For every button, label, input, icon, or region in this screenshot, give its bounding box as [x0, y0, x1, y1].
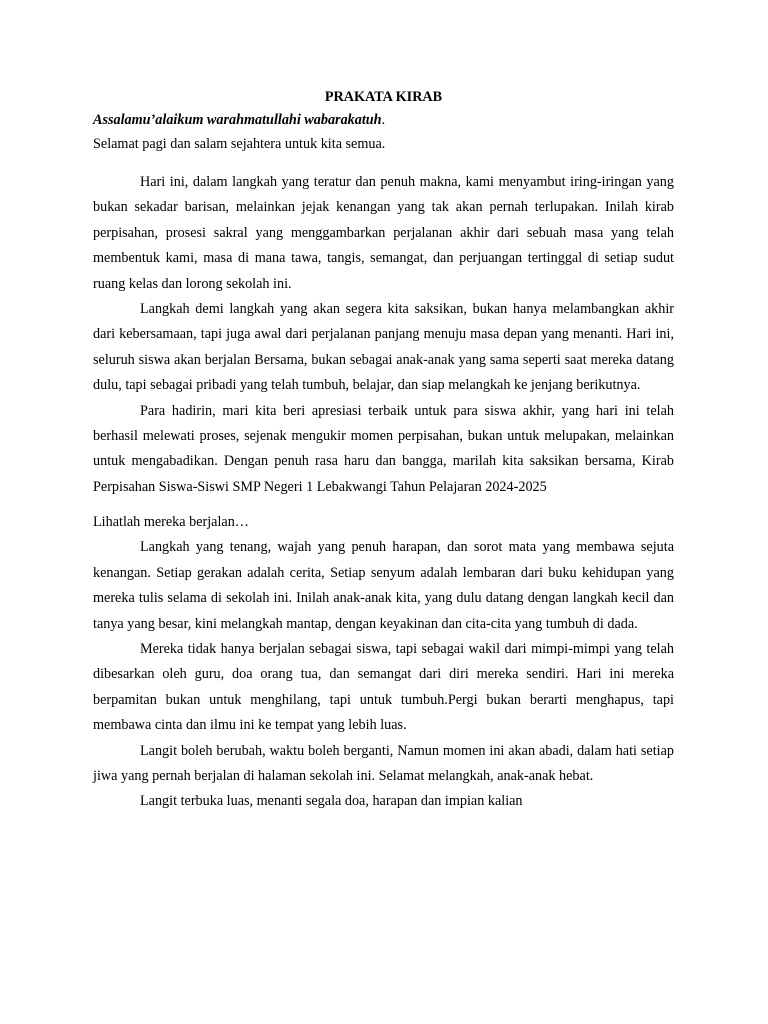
paragraph-steps: Langkah demi langkah yang akan segera kita saksikan, bukan hanya melambangkan akhir dari kebersamaan, tapi juga awal dari perjalanan panjang menuju masa depan yang menanti. Hari ini, seluruh siswa akan berjalan Bersama, bukan sebagai anak-anak yang sama seperti saat mereka datang dulu, tapi sebagai pribadi yang telah tumbuh, belajar, dan siap melangkah ke jenjang berikutnya. — [93, 301, 674, 394]
section-heading: Lihatlah mereka berjalan… — [93, 514, 249, 531]
greeting-line-1 — [93, 108, 674, 132]
paragraph-dreams: Mereka tidak hanya berjalan sebagai siswa, tapi sebagai wakil dari mimpi-mimpi yang telah dibesarkan oleh guru, doa orang tua, dan semangat dari diri mereka sendiri. Hari ini mereka berpamitan bukan untuk menghilang, tapi untuk tumbuh.Pergi bukan berarti menghapus, tapi membawa cinta dan ilmu ini ke tempat yang lebih luas. — [93, 640, 674, 734]
greeting-period: . — [381, 112, 386, 128]
paragraph-walking: Langkah yang tenang, wajah yang penuh harapan, dan sorot mata yang membawa sejuta kenangan. Setiap gerakan adalah cerita, Setiap senyum adalah lembaran dari buku kehidupan yang mereka tulis selama di sekolah ini. Inilah anak-anak kita, yang dulu datang dengan langkah kecil dan tanya yang besar, kini melangkah mantap, dengan keyakinan dan cita-cita yang tumbuh di dada. — [93, 539, 674, 632]
greeting-line-2: Selamat pagi dan salam sejahtera untuk kita semua. — [93, 136, 386, 152]
paragraph-opening: Hari ini, dalam langkah yang teratur dan penuh makna, kami menyambut iring-iringan yang bukan sekadar barisan, melainkan jejak kenangan yang tak akan pernah terlupakan. Inilah kirab perpisahan, prosesi sakral yang menggambarkan perjalanan akhir dari sebuah masa yang telah membentuk kami, masa di mana tawa, tangis, semangat, dan perjuangan tertinggal di setiap sudut ruang kelas dan lorong sekolah ini. — [93, 174, 674, 292]
document-page — [93, 86, 674, 815]
document-title: PRAKATA KIRAB — [324, 89, 443, 105]
paragraph-appreciation: Para hadirin, mari kita beri apresiasi terbaik untuk para siswa akhir, yang hari ini telah berhasil melewati proses, sejenak mengukir momen perpisahan, bukan untuk melupakan, melainkan untuk mengabadikan. Dengan penuh rasa haru dan bangga, marilah kita saksikan bersama, Kirab Perpisahan Siswa-Siswi SMP Negeri 1 Lebakwangi Tahun Pelajaran 2024-2025 — [93, 402, 674, 495]
blank-line — [93, 156, 674, 170]
paragraph-sky: Langit boleh berubah, waktu boleh berganti, Namun momen ini akan abadi, dalam hati setiap jiwa yang pernah berjalan di halaman sekolah ini. Selamat melangkah, anak-anak hebat. — [93, 742, 674, 784]
paragraph-closing: Langit terbuka luas, menanti segala doa, harapan dan impian kalian — [140, 793, 523, 810]
greeting-salam: Assalamu’alaikum warahmatullahi wabarakatuh — [93, 112, 382, 128]
blank-line — [93, 500, 674, 510]
